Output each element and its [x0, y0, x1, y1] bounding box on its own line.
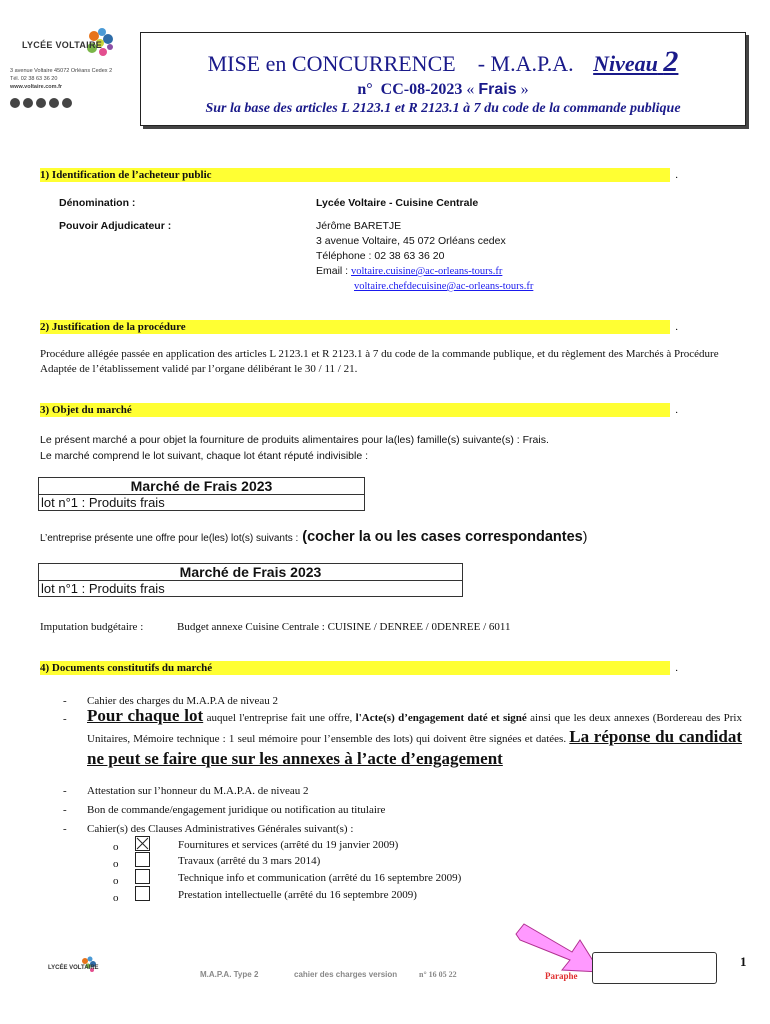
subtitle: Sur la base des articles L 2123.1 et R 2123.1 à 7 du code de la commande publique — [205, 101, 681, 116]
lot-row: lot n°1 : Produits frais — [39, 495, 365, 511]
email-link-1[interactable]: voltaire.cuisine@ac-orleans-tours.fr — [351, 266, 503, 277]
title-box — [140, 32, 746, 126]
objet-text: Le présent marché a pour objet la fourniture de produits alimentaires pour la(les) famille(s) suivante(s) : Frais. Le marché comprend le lot suivant, chaque lot étant réputé indivisible : — [40, 434, 549, 462]
procedure-text: Procédure allégée passée en application des articles L 2123.1 et R 2123.1 à 7 du code de la commande publique, et du règlement des Marchés à Procédure Adaptée de l’établissement validé par l’organe délibérant le 30 / 11 / 21. — [40, 348, 719, 375]
lot-table-header: Marché de Frais 2023 — [39, 478, 365, 495]
page-title: MISE en CONCURRENCE - M.A.P.A. Niveau 2 — [207, 45, 679, 78]
paraphe-label: Paraphe — [545, 971, 578, 981]
page-number: 1 — [740, 954, 747, 969]
imputation-value: Budget annexe Cuisine Centrale : CUISINE / DENREE / 0DENREE / 6011 — [177, 621, 511, 633]
footer-mapa: M.A.P.A. Type 2 — [200, 970, 259, 979]
contact-block: Jérôme BARETJE 3 avenue Voltaire, 45 072 Orléans cedex Téléphone : 02 38 63 36 20 Email : voltaire.cuisine@ac-orleans-tours.fr voltaire.chefdecuisine@ac-orleans-tours.fr — [316, 220, 534, 292]
social-icons — [10, 95, 75, 113]
footer-logo-text: LYCÉE VOLTAIRE — [48, 965, 99, 971]
school-logo — [12, 26, 132, 106]
email-link-2[interactable]: voltaire.chefdecuisine@ac-orleans-tours.fr — [354, 281, 534, 292]
footer-version: n° 16 05 22 — [419, 970, 457, 979]
section-2-header: 2) Justification de la procédure . — [40, 321, 678, 333]
section-4-header: 4) Documents constitutifs du marché . — [40, 662, 678, 674]
facebook-icon — [23, 98, 33, 108]
doc-item-3: Attestation sur l’honneur du M.A.P.A. de niveau 2 — [87, 785, 309, 797]
section-1-header: 1) Identification de l’acheteur public . — [40, 169, 678, 181]
ccag-label-fournitures: Fournitures et services (arrêté du 19 janvier 2009) — [178, 839, 399, 851]
footer-cdc: cahier des charges version — [294, 970, 398, 979]
pouvoir-label: Pouvoir Adjudicateur : — [59, 220, 172, 232]
lot-row-2[interactable]: lot n°1 : Produits frais — [39, 581, 463, 597]
ccag-checkbox-prestation[interactable] — [135, 886, 150, 901]
ccag-label-travaux: Travaux (arrêté du 3 mars 2014) — [178, 855, 321, 867]
ccag-label-technique: Technique info et communication (arrêté du 16 septembre 2009) — [178, 872, 462, 884]
imputation-label: Imputation budgétaire : — [40, 621, 144, 633]
lot-table-2-header: Marché de Frais 2023 — [39, 564, 463, 581]
ccag-checkbox-technique[interactable] — [135, 869, 150, 884]
link-icon — [36, 98, 46, 108]
plus-icon — [62, 98, 72, 108]
offer-line: L’entreprise présente une offre pour le(les) lot(s) suivants : (cocher la ou les cases correspondantes) — [40, 528, 588, 545]
doc-item-1: Cahier des charges du M.A.P.A de niveau 2 — [87, 695, 279, 707]
ccag-checkbox-fournitures[interactable] — [135, 836, 150, 851]
lot-table-1 — [38, 477, 365, 511]
twitter-icon — [10, 98, 20, 108]
reference: n° CC-08-2023 « Frais » — [357, 81, 529, 98]
doc-item-2: Pour chaque lot auquel l'entreprise fait une offre, l'Acte(s) d’engagement daté et signé ainsi que les deux annexes (Bordereau des Prix Unitaires, Mémoire technique : 1 seul mémoire pour l’ensemble des lots) qui doivent être signées et datées. La réponse du candidat ne peut se faire que sur les annexes à l’acte d’engagement — [87, 706, 743, 768]
ccag-label-prestation: Prestation intellectuelle (arrêté du 16 septembre 2009) — [178, 889, 417, 901]
ccag-checkbox-travaux[interactable] — [135, 852, 150, 867]
logo-text: LYCÉE VOLTAIRE — [22, 40, 103, 50]
school-address: 3 avenue Voltaire 45072 Orléans Cedex 2 Tél. 02 38 63 36 20 www.voltaire.com.fr — [10, 68, 113, 90]
lot-table-2 — [38, 563, 463, 597]
doc-item-4: Bon de commande/engagement juridique ou notification au titulaire — [87, 804, 386, 816]
rss-icon — [49, 98, 59, 108]
denomination-label: Dénomination : — [59, 197, 136, 209]
paraphe-box[interactable] — [592, 952, 717, 984]
section-3-header: 3) Objet du marché . — [40, 404, 678, 416]
doc-item-5: Cahier(s) des Clauses Administratives Générales suivant(s) : — [87, 823, 354, 835]
check-x-icon — [136, 837, 149, 850]
denomination-value: Lycée Voltaire - Cuisine Centrale — [316, 197, 479, 209]
